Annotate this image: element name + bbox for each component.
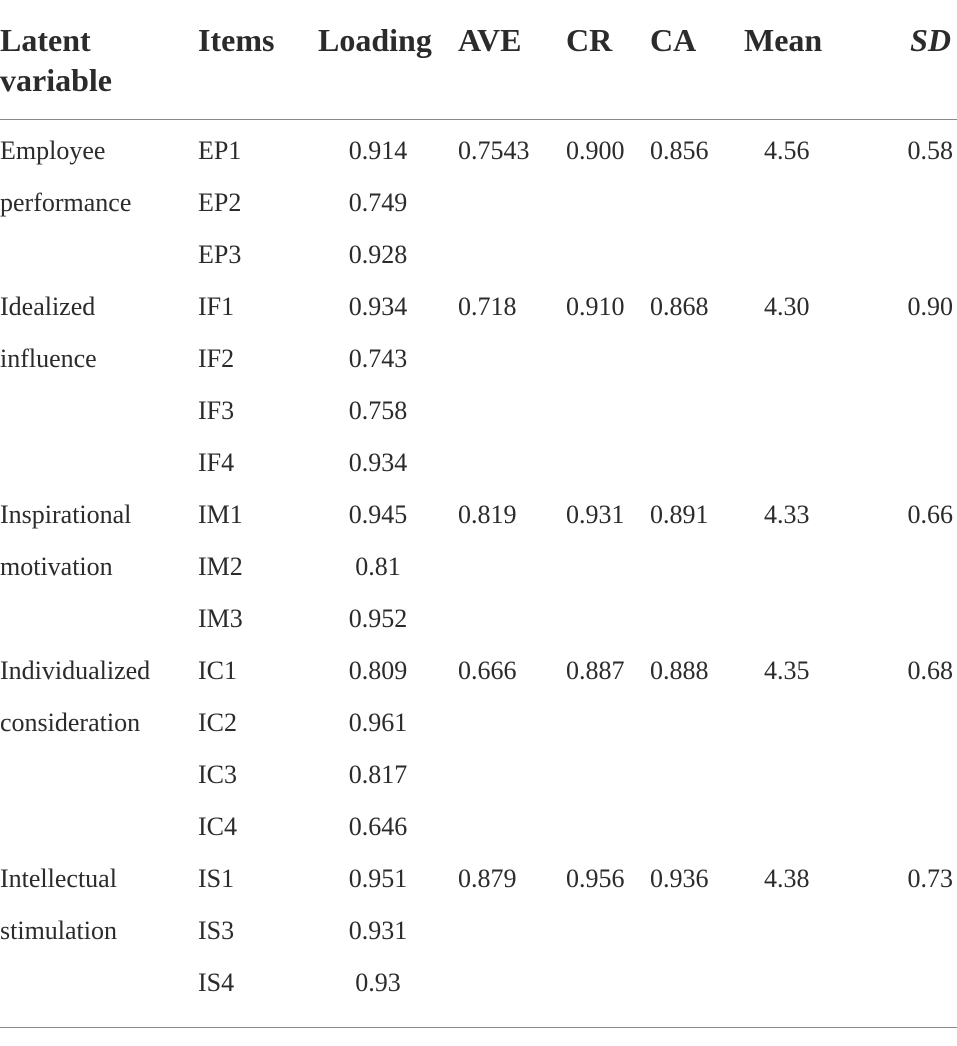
table-row: [0, 541, 957, 593]
cell-latent-variable: Inspirational: [0, 500, 132, 529]
cell-item: IC2: [198, 708, 237, 737]
cell-latent-variable: [0, 957, 198, 1009]
cell-ca: [650, 957, 744, 1009]
cell-item: IF3: [198, 396, 235, 425]
cell-loading: 0.809: [348, 656, 408, 685]
table-row: [0, 697, 957, 749]
cell-ca: [650, 385, 744, 437]
cell-ave: 0.666: [458, 656, 517, 685]
cell-item: IF2: [198, 344, 235, 373]
cell-latent-variable: stimulation: [0, 916, 117, 945]
table-row: [0, 801, 957, 853]
cell-mean: [744, 905, 853, 957]
cell-loading: 0.646: [348, 812, 408, 841]
cell-latent-variable: motivation: [0, 552, 113, 581]
cell-cr: [566, 593, 650, 645]
cell-sd: [853, 593, 957, 645]
cell-loading: 0.931: [348, 916, 408, 945]
table-row: [0, 645, 957, 697]
table-row: [0, 281, 957, 333]
cell-loading: 0.928: [348, 240, 408, 269]
table-row: [0, 905, 957, 957]
cell-cr: [566, 801, 650, 853]
cell-mean: [744, 177, 853, 229]
cell-cr: [566, 697, 650, 749]
cell-ave: [458, 801, 566, 853]
cell-item: IC4: [198, 812, 237, 841]
header-latent-variable: Latent variable: [0, 0, 198, 120]
cell-latent-variable: influence: [0, 344, 97, 373]
cell-ca: [650, 801, 744, 853]
cell-cr: 0.900: [566, 136, 625, 165]
cell-cr: [566, 177, 650, 229]
cell-cr: [566, 229, 650, 281]
cell-latent-variable: Employee: [0, 136, 106, 165]
cell-sd: 0.66: [907, 500, 953, 529]
cell-ave: 0.718: [458, 292, 517, 321]
cell-item: IC1: [198, 656, 237, 685]
cell-mean: 4.30: [764, 292, 810, 321]
cell-cr: [566, 437, 650, 489]
cell-loading: 0.945: [348, 500, 408, 529]
cell-ca: 0.891: [650, 500, 709, 529]
cell-cr: 0.887: [566, 656, 625, 685]
cell-loading: 0.93: [355, 968, 401, 997]
bottom-rule: [0, 1009, 957, 1028]
cell-cr: [566, 385, 650, 437]
cell-mean: 4.33: [764, 500, 810, 529]
cell-item: IM2: [198, 552, 243, 581]
cell-sd: 0.90: [907, 292, 953, 321]
cell-sd: [853, 177, 957, 229]
cell-item: IS1: [198, 864, 235, 893]
header-sd: SD: [853, 0, 957, 120]
cell-mean: [744, 229, 853, 281]
cell-loading: 0.749: [348, 188, 408, 217]
cell-cr: [566, 905, 650, 957]
cell-ca: [650, 749, 744, 801]
cell-item: IC3: [198, 760, 237, 789]
cell-item: IM1: [198, 500, 243, 529]
cell-latent-variable: Intellectual: [0, 864, 117, 893]
cell-mean: 4.35: [764, 656, 810, 685]
cell-mean: [744, 437, 853, 489]
cell-ca: 0.888: [650, 656, 709, 685]
cell-sd: [853, 437, 957, 489]
cell-cr: 0.931: [566, 500, 625, 529]
cell-loading: 0.934: [348, 292, 408, 321]
cell-ca: [650, 177, 744, 229]
cell-cr: [566, 333, 650, 385]
cell-cr: [566, 957, 650, 1009]
cell-latent-variable: [0, 749, 198, 801]
cell-ca: [650, 437, 744, 489]
header-ca: CA: [650, 0, 744, 120]
cell-loading: 0.81: [355, 552, 401, 581]
cell-ave: [458, 697, 566, 749]
table-row: [0, 333, 957, 385]
header-cr: CR: [566, 0, 650, 120]
table-row: [0, 853, 957, 905]
cell-latent-variable: [0, 229, 198, 281]
cell-latent-variable: [0, 801, 198, 853]
cell-mean: [744, 801, 853, 853]
cell-item: EP3: [198, 240, 242, 269]
cell-item: EP2: [198, 188, 242, 217]
cell-ave: [458, 177, 566, 229]
cell-ca: [650, 905, 744, 957]
cell-cr: 0.910: [566, 292, 625, 321]
header-items: Items: [198, 0, 318, 120]
cell-item: EP1: [198, 136, 242, 165]
cell-ave: 0.819: [458, 500, 517, 529]
cell-loading: 0.951: [348, 864, 408, 893]
cell-mean: [744, 957, 853, 1009]
cell-ave: [458, 229, 566, 281]
cell-loading: 0.952: [348, 604, 408, 633]
cell-loading: 0.817: [348, 760, 408, 789]
cell-loading: 0.934: [348, 448, 408, 477]
cell-latent-variable: Idealized: [0, 292, 96, 321]
table-row: [0, 749, 957, 801]
cell-item: IM3: [198, 604, 243, 633]
cell-cr: 0.956: [566, 864, 625, 893]
table-row: [0, 125, 957, 177]
cell-mean: 4.56: [764, 136, 810, 165]
cell-ave: [458, 437, 566, 489]
cell-ave: 0.7543: [458, 136, 530, 165]
cell-sd: [853, 333, 957, 385]
cell-ave: 0.879: [458, 864, 517, 893]
cell-ave: [458, 385, 566, 437]
cell-sd: [853, 749, 957, 801]
table-row: [0, 593, 957, 645]
table-row: [0, 177, 957, 229]
cell-sd: [853, 697, 957, 749]
cell-latent-variable: Individualized: [0, 656, 151, 685]
header-ave: AVE: [458, 0, 566, 120]
cell-mean: [744, 333, 853, 385]
cell-sd: 0.58: [907, 136, 953, 165]
cell-sd: [853, 541, 957, 593]
cell-mean: [744, 749, 853, 801]
cell-latent-variable: performance: [0, 188, 132, 217]
cell-ave: [458, 957, 566, 1009]
cell-sd: [853, 229, 957, 281]
header-mean: Mean: [744, 0, 853, 120]
table-row: [0, 385, 957, 437]
cell-latent-variable: [0, 437, 198, 489]
cell-ave: [458, 333, 566, 385]
cell-ave: [458, 749, 566, 801]
cell-sd: [853, 957, 957, 1009]
cell-item: IS4: [198, 968, 235, 997]
cell-ave: [458, 593, 566, 645]
cell-mean: 4.38: [764, 864, 810, 893]
cell-ca: 0.936: [650, 864, 709, 893]
cell-loading: 0.914: [348, 136, 408, 165]
cell-sd: 0.68: [907, 656, 953, 685]
cell-sd: [853, 801, 957, 853]
cell-ca: [650, 333, 744, 385]
cell-item: IF1: [198, 292, 235, 321]
cell-ca: [650, 697, 744, 749]
table-row: [0, 957, 957, 1009]
header-row: [0, 0, 957, 120]
cell-mean: [744, 541, 853, 593]
cell-loading: 0.743: [348, 344, 408, 373]
cell-mean: [744, 385, 853, 437]
cell-sd: 0.73: [907, 864, 953, 893]
cell-sd: [853, 385, 957, 437]
cell-ca: [650, 541, 744, 593]
cell-ca: [650, 593, 744, 645]
cell-ave: [458, 905, 566, 957]
cell-loading: 0.758: [348, 396, 408, 425]
cell-mean: [744, 593, 853, 645]
cell-latent-variable: consideration: [0, 708, 141, 737]
cell-ave: [458, 541, 566, 593]
cell-ca: [650, 229, 744, 281]
cell-ca: 0.856: [650, 136, 709, 165]
cell-latent-variable: [0, 593, 198, 645]
cell-item: IS3: [198, 916, 235, 945]
table-row: [0, 489, 957, 541]
cell-item: IF4: [198, 448, 235, 477]
cell-ca: 0.868: [650, 292, 709, 321]
cell-cr: [566, 749, 650, 801]
table-row: [0, 437, 957, 489]
table-body: [0, 120, 957, 1028]
cell-mean: [744, 697, 853, 749]
cell-sd: [853, 905, 957, 957]
cell-loading: 0.961: [348, 708, 408, 737]
header-loading: Loading: [318, 0, 458, 120]
cell-latent-variable: [0, 385, 198, 437]
cell-cr: [566, 541, 650, 593]
table-row: [0, 229, 957, 281]
